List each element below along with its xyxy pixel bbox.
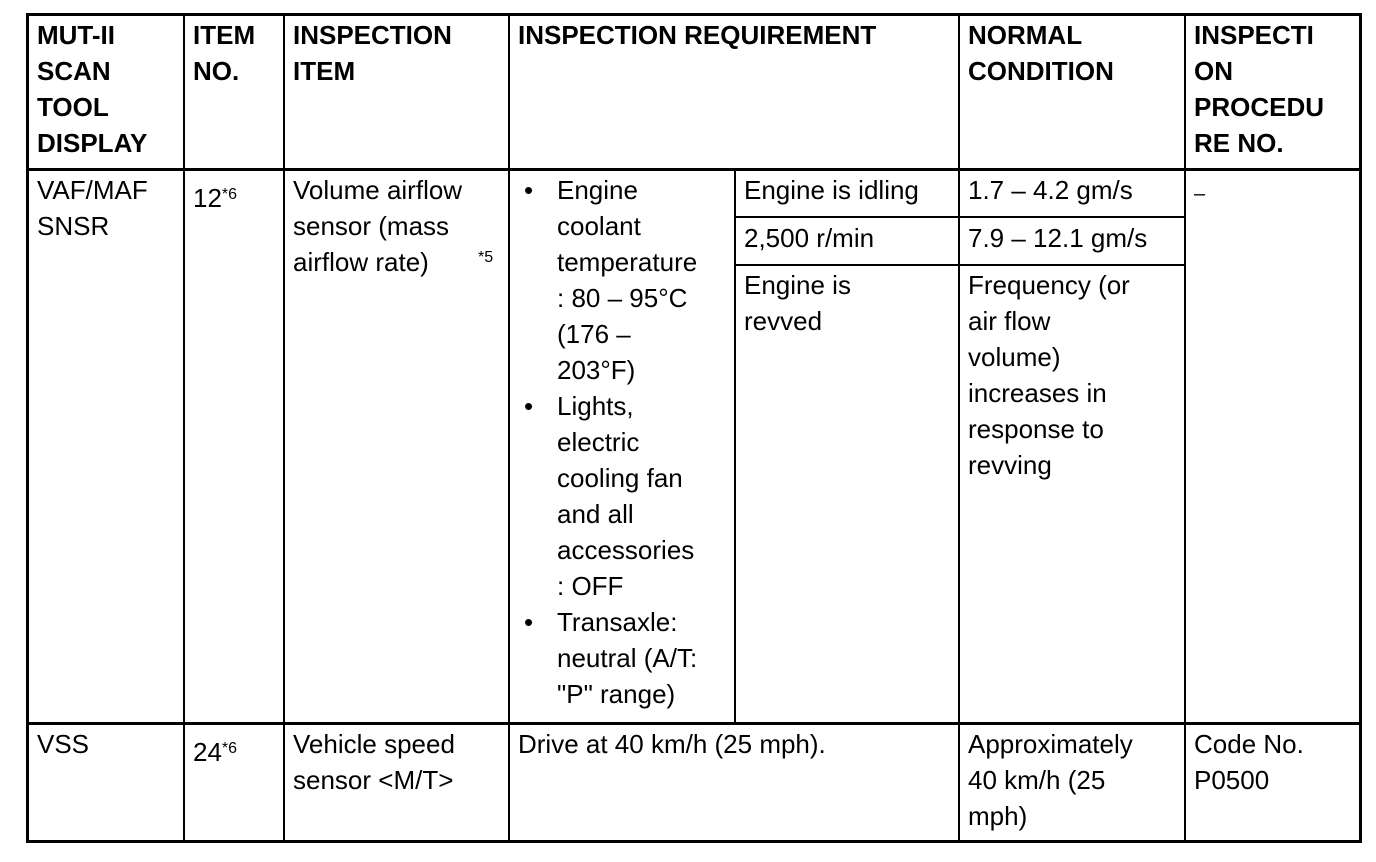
table-right-border — [1359, 13, 1362, 843]
header-scan-tool-display: MUT-II SCAN TOOL DISPLAY — [37, 20, 148, 158]
conditions-list — [524, 172, 697, 712]
header-item-no: ITEM NO. — [193, 20, 256, 86]
row1-display: VAF/MAF SNSR — [37, 175, 148, 241]
subrow2-normal: 7.9 – 12.1 gm/s — [968, 223, 1148, 253]
header-inspection-requirement: INSPECTION REQUIREMENT — [518, 20, 877, 50]
subrow1-normal: 1.7 – 4.2 gm/s — [968, 175, 1133, 205]
header-bottom-border — [26, 168, 1362, 171]
table-top-border — [26, 13, 1362, 16]
table-left-border — [26, 13, 29, 843]
col-divider-1 — [183, 13, 185, 843]
subrow1-requirement: Engine is idling — [744, 175, 919, 205]
col-divider-5 — [1184, 13, 1186, 843]
row1-item-no-note: *6 — [221, 186, 238, 203]
row2-display: VSS — [37, 729, 90, 759]
row1-inspection-item-note: *5 — [478, 249, 494, 266]
row1-procedure-no: – — [1194, 183, 1206, 205]
col-divider-4 — [958, 13, 960, 843]
condition-item: • Engine coolant temperature : 80 – 95°C (176 – 203°F) — [524, 172, 697, 388]
header-inspection-item: INSPECTION ITEM — [293, 20, 452, 86]
row2-item-no: 24$^{*6}$ — [193, 737, 238, 767]
header-procedure-no: INSPECTI ON PROCEDU RE NO. — [1194, 20, 1325, 158]
row2-requirement: Drive at 40 km/h (25 mph). — [518, 729, 826, 759]
col-divider-3 — [508, 13, 510, 843]
row1-item-no: 12$^{*6}$ — [193, 183, 238, 213]
row2-item-no-note: *6 — [221, 740, 238, 757]
subrow3-normal: Frequency (or air flow volume) increases in response to revving — [968, 270, 1130, 480]
row2-inspection-item: Vehicle speed sensor <M/T> — [293, 729, 455, 795]
row2-normal: Approximately 40 km/h (25 mph) — [968, 729, 1133, 831]
row1-conditions — [524, 172, 697, 712]
header-normal-condition: NORMAL CONDITION — [968, 20, 1114, 86]
col-divider-2 — [283, 13, 285, 843]
condition-item: • Lights, electric cooling fan and all accessories : OFF — [524, 388, 697, 604]
subrow2-requirement: 2,500 r/min — [744, 223, 875, 253]
row1-inspection-item: Volume airflow sensor (mass airflow rate) — [293, 175, 463, 277]
row1-bottom-border — [26, 722, 1362, 725]
row2-procedure-no: Code No. P0500 — [1194, 729, 1304, 795]
condition-item: • Transaxle: neutral (A/T: "P" range) — [524, 604, 697, 712]
table-bottom-border — [26, 840, 1362, 843]
col-divider-req-inner — [734, 168, 736, 725]
subrow3-requirement: Engine is revved — [744, 270, 851, 336]
